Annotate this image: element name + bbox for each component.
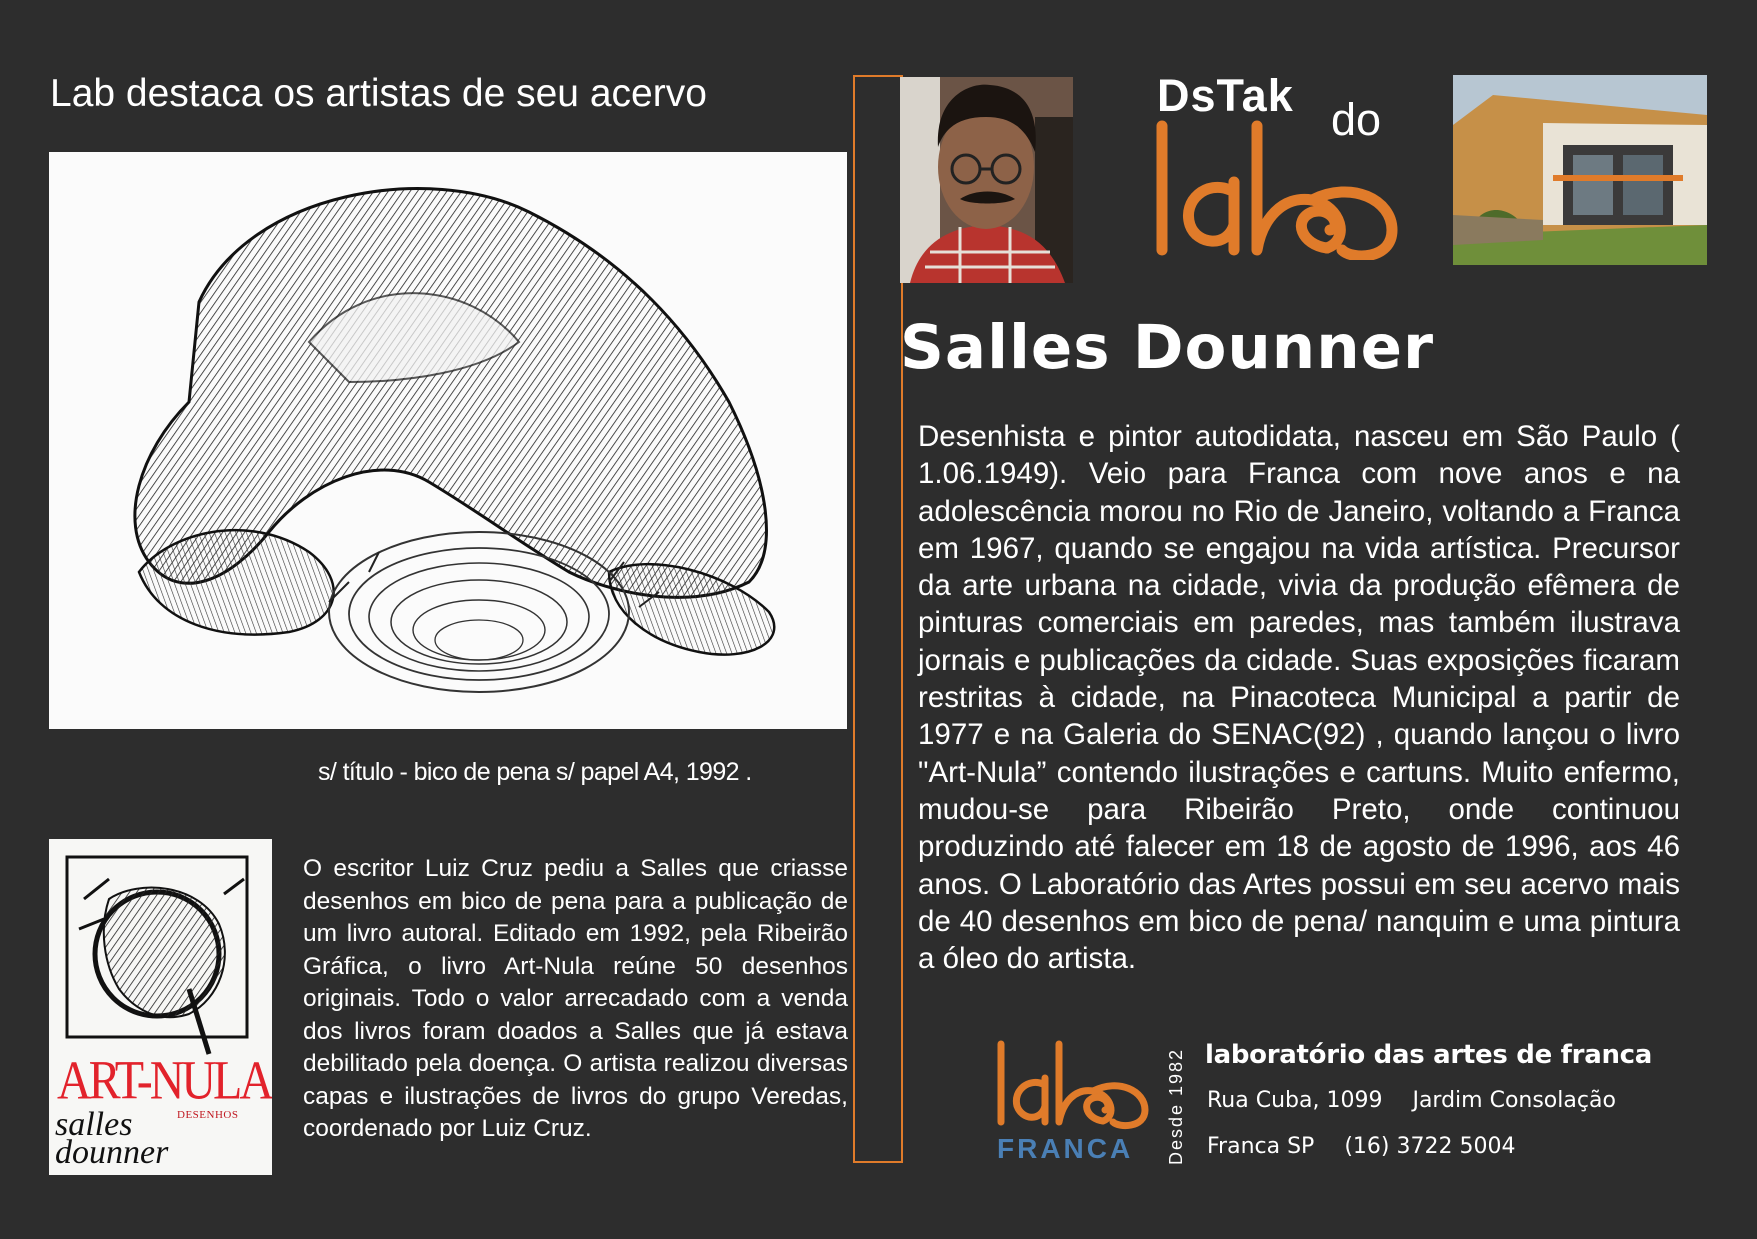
lab-logo bbox=[1152, 120, 1402, 260]
street: Rua Cuba, 1099 bbox=[1207, 1088, 1383, 1113]
vertical-divider bbox=[853, 75, 903, 1163]
book-description: O escritor Luiz Cruz pediu a Salles que criasse desenhos em bico de pena para a publicação de um livro autoral. Editado em 1992, pela Ribeirão Gráfica, o livro Art-Nula reúne 50 desenhos originais. Todo o valor arrecadado com a venda dos livros foram doados a Salles que já estava debilitado pela doença. O artista realizou diversas capas e ilustrações de livros do grupo Veredas, coordenado por Luiz Cruz. bbox=[303, 855, 848, 1142]
book-subtitle: DESENHOS bbox=[177, 1109, 239, 1121]
since-label bbox=[1158, 1047, 1187, 1166]
artist-portrait bbox=[900, 77, 1073, 283]
address-line-1 bbox=[1207, 1088, 1616, 1113]
phone: (16) 3722 5004 bbox=[1344, 1134, 1516, 1159]
footer-lab-logo bbox=[995, 1040, 1150, 1165]
district: Jardim Consolação bbox=[1412, 1088, 1616, 1113]
address-line-2 bbox=[1207, 1134, 1515, 1159]
headline: Lab destaca os artistas de seu acervo bbox=[50, 72, 707, 115]
footer-logo-city: FRANCA bbox=[997, 1133, 1134, 1164]
artwork-drawing bbox=[49, 152, 847, 729]
dstak-title: DsTak bbox=[1157, 70, 1294, 121]
artist-bio: Desenhista e pintor autodidata, nasceu em São Paulo ( 1.06.1949). Veio para Franca com nove anos e na adolescência morou no Rio de Janeiro, voltando a Franca em 1967, quando se engajou na vida artística. Precursor da arte urbana na cidade, vivia da produção efêmera de pinturas comerciais em paredes, mas também ilustrava jornais e publicações da cidade. Suas exposições ficaram restritas à cidade, na Pinacoteca Municipal a partir de 1977 e na Galeria do SENAC(92) , quando lançou o livro "Art-Nula” contendo ilustrações e cartuns. Muito enfermo, mudou-se para Ribeirão Preto, onde continuou produzindo até falecer em 18 de agosto de 1996, aos 46 anos. O Laboratório das Artes possui em seu acervo mais de 40 desenhos em bico de pena/ nanquim e uma pintura a óleo do artista. bbox=[918, 420, 1680, 976]
book-author-line2: dounner bbox=[55, 1134, 169, 1171]
org-name: laboratório das artes de franca bbox=[1205, 1040, 1653, 1070]
book-author-line1: salles bbox=[55, 1106, 133, 1143]
building-photo bbox=[1453, 75, 1707, 265]
since-text: Desde 1982 bbox=[1166, 1047, 1187, 1166]
artwork-caption: s/ título - bico de pena s/ papel A4, 1992 . bbox=[318, 758, 752, 786]
dstak-suffix: do bbox=[1331, 94, 1382, 145]
book-title: ART-NULA bbox=[57, 1050, 272, 1112]
book-cover bbox=[49, 839, 272, 1175]
book-author bbox=[55, 1106, 235, 1171]
city: Franca SP bbox=[1207, 1134, 1315, 1159]
artist-name: Salles Dounner bbox=[900, 312, 1435, 383]
